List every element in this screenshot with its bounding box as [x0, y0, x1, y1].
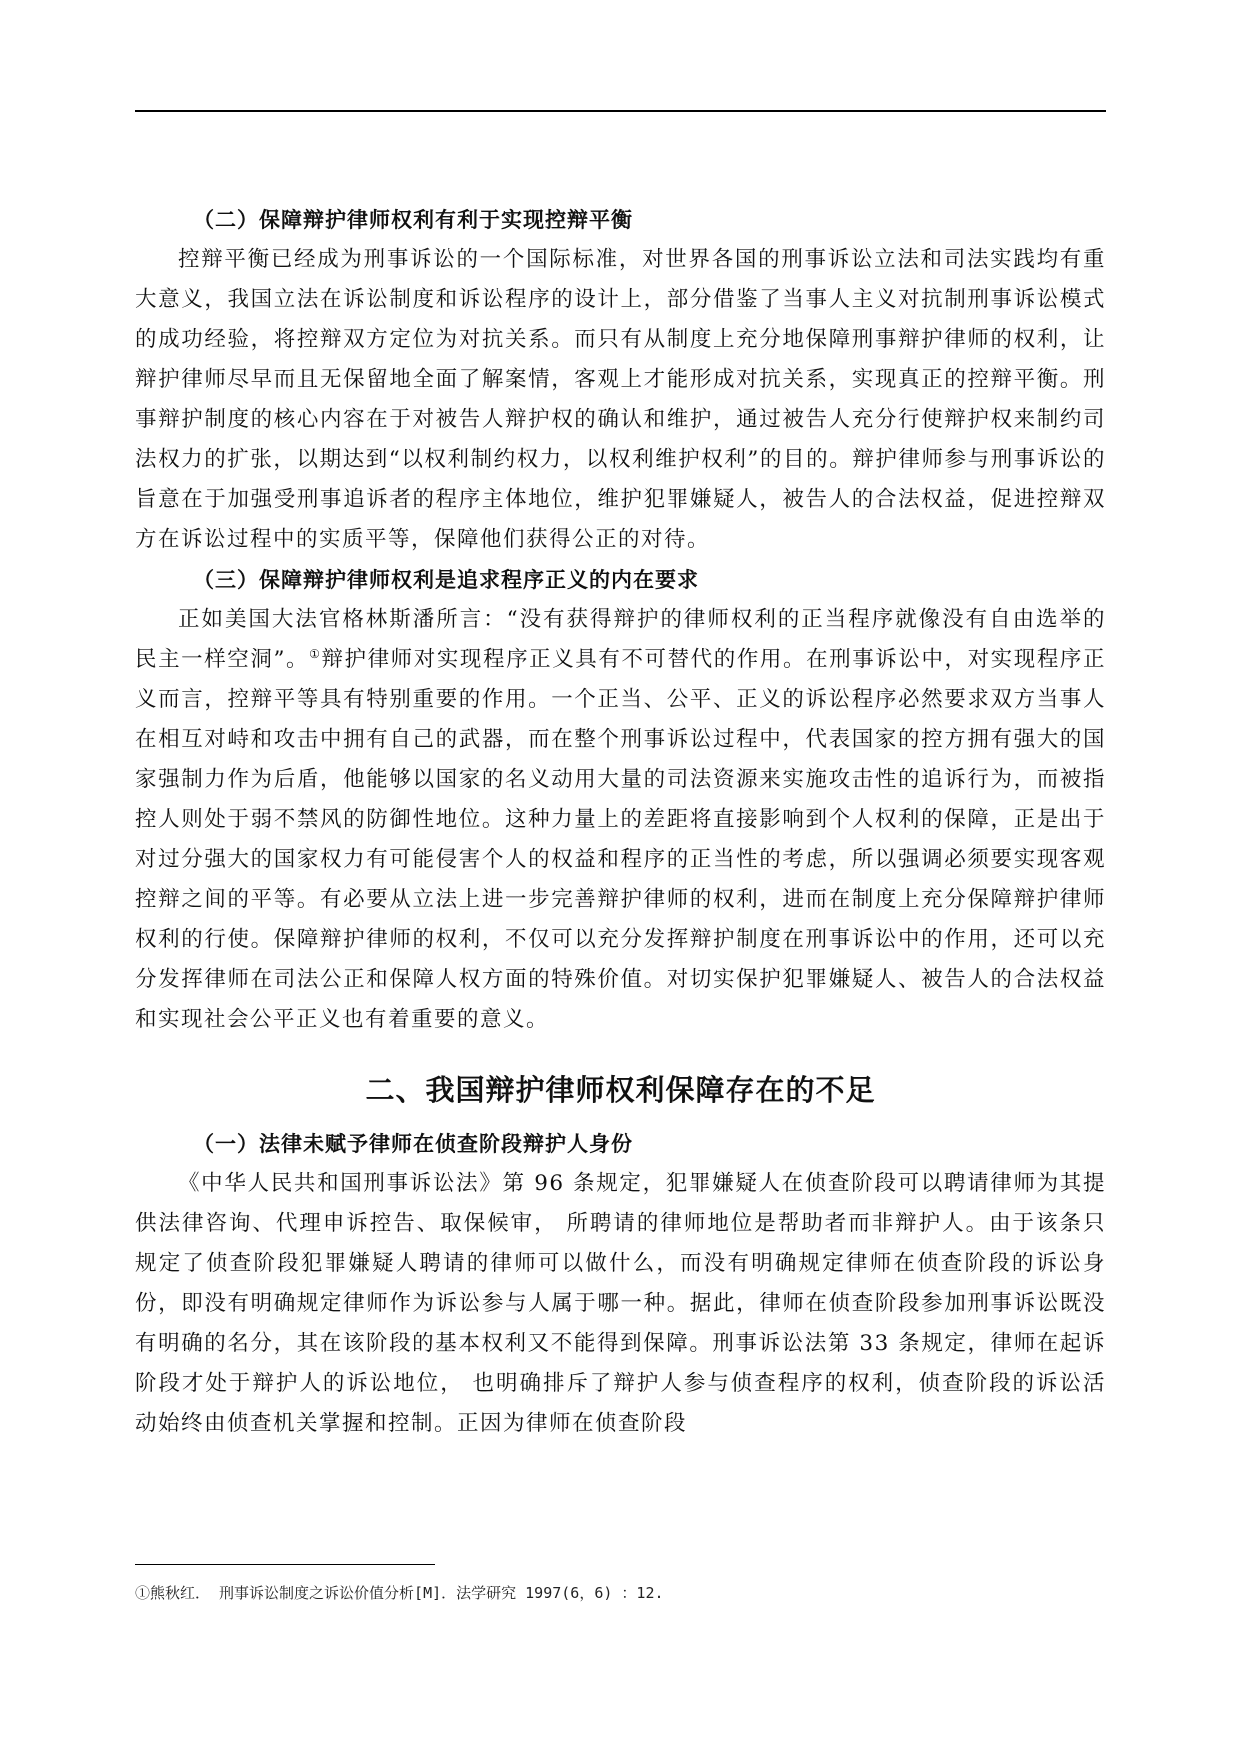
section-2-3-text-after-ref: 辩护律师对实现程序正义具有不可替代的作用。在刑事诉讼中，对实现程序正义而言，控辩平等具有特别重要的作用。一个正当、公平、正义的诉讼程序必然要求双方当事人在相互对峙和攻击中拥有自己的武器，而在整个刑事诉讼过程中，代表国家的控方拥有强大的国家强制力作为后盾，他能够以国家的名义动用大量的司法资源来实施攻击性的追诉行为，而被指控人则处于弱不禁风的防御性地位。这种力量上的差距将直接影响到个人权利的保障，正是出于对过分强大的国家权力有可能侵害个人的权益和程序的正当性的考虑，所以强调必须要实现客观控辩之间的平等。有必要从立法上进一步完善辩护律师的权利，进而在制度上充分保障辩护律师权利的行使。保障辩护律师的权利，不仅可以充分发挥辩护制度在刑事诉讼中的作用，还可以充分发挥律师在司法公正和保障人权方面的特殊价值。对切实保护犯罪嫌疑人、被告人的合法权益和实现社会公平正义也有着重要的意义。 [135, 647, 1106, 1032]
section-1-paragraph: 《中华人民共和国刑事诉讼法》第 96 条规定，犯罪嫌疑人在侦查阶段可以聘请律师为其提供法律咨询、代理申诉控告、取保候审， 所聘请的律师地位是帮助者而非辩护人。由于该条只规定了侦查阶段犯罪嫌疑人聘请的律师可以做什么，而没有明确规定律师在侦查阶段的诉讼身份，即没有明确规定律师作为诉讼参与人属于哪一种。据此，律师在侦查阶段参加刑事诉讼既没有明确的名分，其在该阶段的基本权利又不能得到保障。刑事诉讼法第 33 条规定，律师在起诉阶段才处于辩护人的诉讼地位， 也明确排斥了辩护人参与侦查程序的权利，侦查阶段的诉讼活动始终由侦查机关掌握和控制。正因为律师在侦查阶段 [135, 1171, 1106, 1436]
section-1-heading: （一）法律未赋予律师在侦查阶段辩护人身份 [193, 1132, 633, 1156]
footnote-reference-marker[interactable]: ① [309, 646, 322, 661]
header-rule [135, 110, 1106, 112]
document-body [135, 200, 1106, 1444]
section-2-2-heading: （二）保障辩护律师权利有利于实现控辩平衡 [193, 208, 633, 232]
section-2-3-paragraph [135, 600, 1106, 1040]
chapter-2-heading: 二、我国辩护律师权利保障存在的不足 [365, 1073, 876, 1107]
section-2-3-heading: （三）保障辩护律师权利是追求程序正义的内在要求 [193, 568, 699, 592]
footnote: ①熊秋红． 刑事诉讼制度之诉讼价值分析[M]．法学研究 1997(6，6) ：12. [135, 1584, 664, 1602]
section-2-2-paragraph: 控辩平衡已经成为刑事诉讼的一个国际标准，对世界各国的刑事诉讼立法和司法实践均有重大意义，我国立法在诉讼制度和诉讼程序的设计上，部分借鉴了当事人主义对抗制刑事诉讼模式的成功经验，将控辩双方定位为对抗关系。而只有从制度上充分地保障刑事辩护律师的权利，让辩护律师尽早而且无保留地全面了解案情，客观上才能形成对抗关系，实现真正的控辩平衡。刑事辩护制度的核心内容在于对被告人辩护权的确认和维护，通过被告人充分行使辩护权来制约司法权力的扩张，以期达到“以权利制约权力，以权利维护权利”的目的。辩护律师参与刑事诉讼的旨意在于加强受刑事追诉者的程序主体地位，维护犯罪嫌疑人，被告人的合法权益，促进控辩双方在诉讼过程中的实质平等，保障他们获得公正的对待。 [135, 247, 1106, 552]
footnote-rule [135, 1564, 435, 1565]
section-2-3-text-before-ref: 正如美国大法官格林斯潘所言：“没有获得辩护的律师权利的正当程序就像没有自由选举的民主一样空洞”。 [135, 607, 1106, 672]
